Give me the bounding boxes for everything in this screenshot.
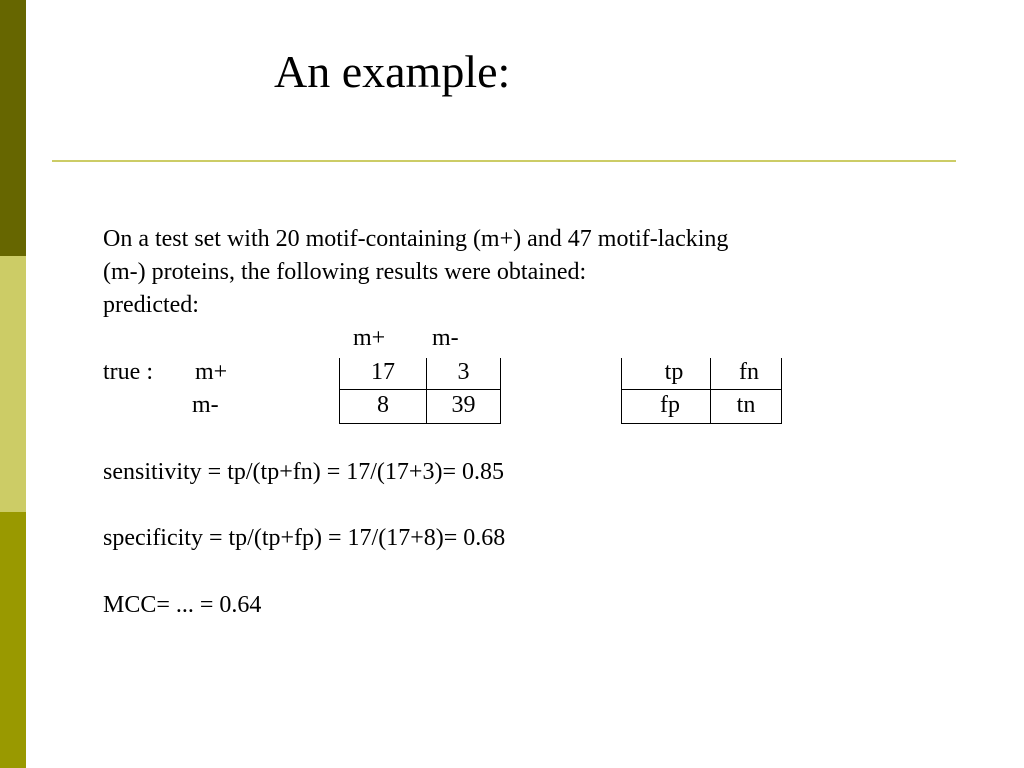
- intro-line-1: On a test set with 20 motif-containing (m+) and 47 motif-lacking: [103, 226, 729, 252]
- legend-bottom-border: [621, 423, 782, 424]
- matrix-right-border: [500, 358, 501, 424]
- title-divider: [52, 160, 956, 162]
- row-label-positive: m+: [195, 359, 228, 385]
- accent-bar-bottom: [0, 512, 26, 768]
- accent-bar-top: [0, 0, 26, 256]
- legend-cell-tn: tn: [736, 392, 756, 418]
- matrix-bottom-border: [339, 423, 501, 424]
- column-header-positive: m+: [353, 325, 386, 351]
- legend-cell-tp: tp: [664, 359, 684, 385]
- intro-line-2: (m-) proteins, the following results were obtained:: [103, 259, 587, 285]
- mcc-formula: MCC= ... = 0.64: [103, 592, 262, 618]
- row-label-negative: m-: [192, 392, 219, 418]
- legend-left-border: [621, 358, 622, 424]
- matrix-cell-fn: 3: [457, 359, 470, 385]
- specificity-formula: specificity = tp/(tp+fp) = 17/(17+8)= 0.68: [103, 525, 506, 551]
- matrix-cell-tp: 17: [371, 359, 395, 385]
- matrix-cell-fp: 8: [377, 392, 389, 418]
- legend-cell-fn: fn: [739, 359, 759, 385]
- column-header-negative: m-: [432, 325, 459, 351]
- true-label: true :: [103, 359, 153, 385]
- matrix-cell-tn: 39: [451, 392, 476, 418]
- predicted-label: predicted:: [103, 292, 199, 318]
- legend-cell-fp: fp: [660, 392, 680, 418]
- sensitivity-formula: sensitivity = tp/(tp+fn) = 17/(17+3)= 0.85: [103, 459, 504, 485]
- accent-bar-middle: [0, 256, 26, 512]
- slide-title: An example:: [274, 46, 511, 97]
